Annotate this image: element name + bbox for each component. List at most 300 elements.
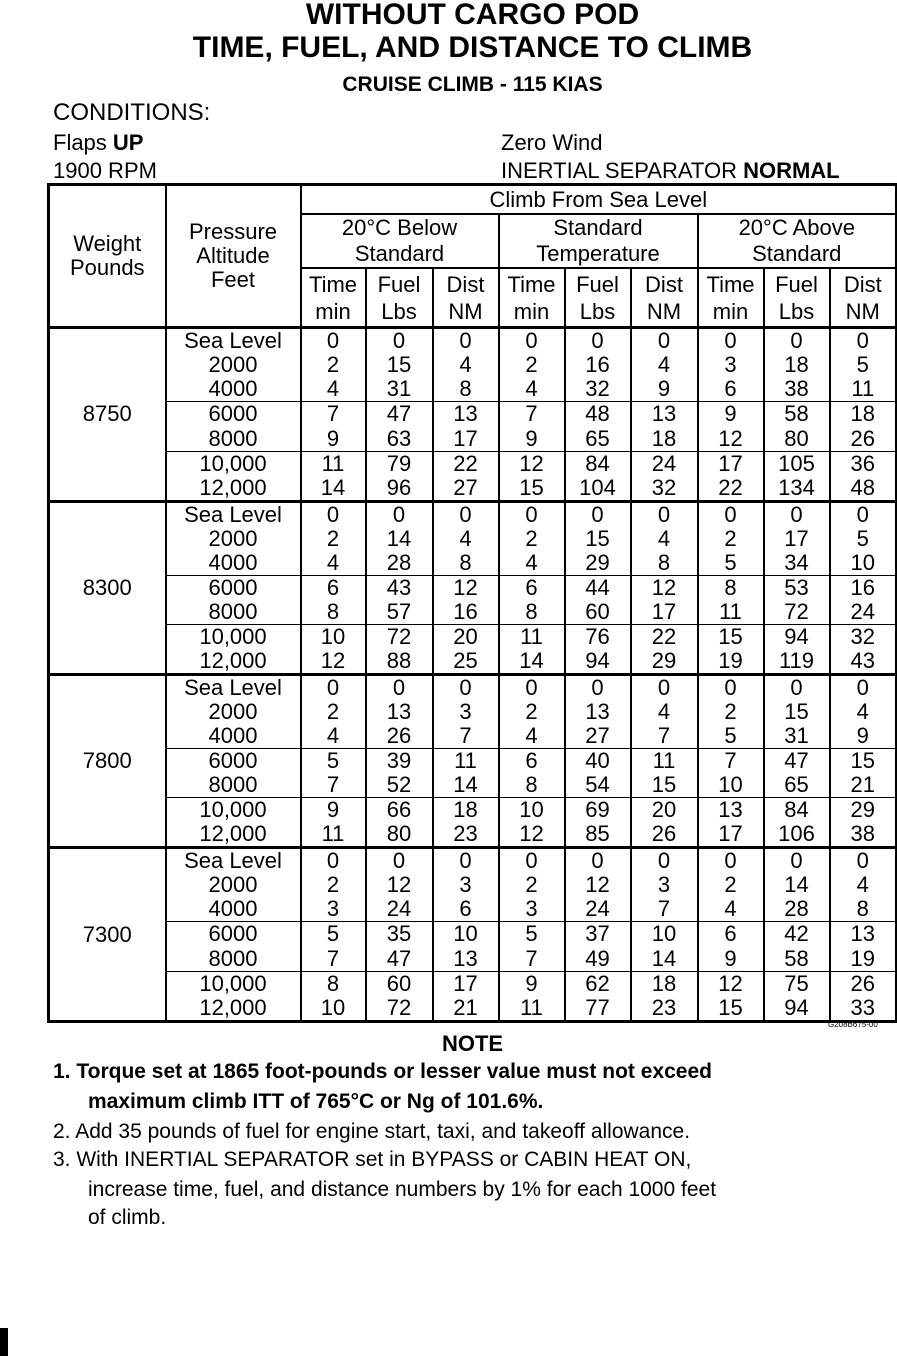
value-cell: 5 bbox=[301, 749, 366, 774]
value-cell: 26 bbox=[830, 971, 897, 996]
value-cell: 0 bbox=[433, 328, 499, 354]
value-cell: 2 bbox=[499, 353, 565, 377]
value-cell: 4 bbox=[499, 724, 565, 749]
value-cell: 9 bbox=[301, 798, 366, 823]
value-cell: 0 bbox=[764, 674, 830, 700]
altitude-cell: 12,000 bbox=[166, 476, 301, 502]
value-cell: 31 bbox=[366, 377, 433, 402]
table-row bbox=[49, 451, 897, 476]
value-cell: 28 bbox=[366, 551, 433, 576]
value-cell: 40 bbox=[565, 749, 631, 774]
altitude-cell: 8000 bbox=[166, 773, 301, 798]
value-cell: 0 bbox=[830, 328, 897, 354]
value-cell: 69 bbox=[565, 798, 631, 823]
sub-header-fuel-2: Fuel Lbs bbox=[764, 268, 830, 328]
value-cell: 2 bbox=[698, 700, 764, 724]
altitude-cell: 2000 bbox=[166, 700, 301, 724]
value-cell: 18 bbox=[631, 971, 698, 996]
value-cell: 5 bbox=[499, 922, 565, 947]
altitude-cell: 4000 bbox=[166, 551, 301, 576]
value-cell: 79 bbox=[366, 451, 433, 476]
value-cell: 66 bbox=[366, 798, 433, 823]
altitude-cell: Sea Level bbox=[166, 328, 301, 354]
value-cell: 47 bbox=[764, 749, 830, 774]
value-cell: 0 bbox=[631, 848, 698, 874]
value-cell: 19 bbox=[698, 649, 764, 675]
table-row bbox=[49, 798, 897, 823]
value-cell: 15 bbox=[698, 624, 764, 649]
title-line-2: TIME, FUEL, AND DISTANCE TO CLIMB bbox=[192, 31, 753, 64]
value-cell: 4 bbox=[631, 353, 698, 377]
value-cell: 25 bbox=[433, 649, 499, 675]
value-cell: 7 bbox=[301, 773, 366, 798]
value-cell: 17 bbox=[764, 527, 830, 551]
value-cell: 12 bbox=[366, 873, 433, 897]
value-cell: 84 bbox=[565, 451, 631, 476]
condition-rpm: 1900 RPM bbox=[53, 158, 157, 183]
value-cell: 94 bbox=[764, 624, 830, 649]
value-cell: 80 bbox=[366, 822, 433, 848]
value-cell: 58 bbox=[764, 947, 830, 972]
value-cell: 6 bbox=[433, 897, 499, 922]
value-cell: 0 bbox=[698, 674, 764, 700]
weight-cell: 7300 bbox=[49, 848, 166, 1022]
value-cell: 3 bbox=[698, 353, 764, 377]
value-cell: 6 bbox=[499, 575, 565, 600]
table-row bbox=[49, 773, 897, 798]
value-cell: 10 bbox=[830, 551, 897, 576]
weight-header: Weight Pounds bbox=[49, 185, 166, 328]
value-cell: 18 bbox=[764, 353, 830, 377]
table-row bbox=[49, 873, 897, 897]
value-cell: 60 bbox=[366, 971, 433, 996]
flaps-label: Flaps bbox=[53, 130, 113, 155]
note-3-line-3: of climb. bbox=[88, 1206, 167, 1229]
value-cell: 17 bbox=[698, 822, 764, 848]
value-cell: 4 bbox=[433, 527, 499, 551]
altitude-cell: 12,000 bbox=[166, 649, 301, 675]
value-cell: 12 bbox=[499, 822, 565, 848]
note-2: 2. Add 35 pounds of fuel for engine start, taxi, and takeoff allowance. bbox=[53, 1120, 691, 1143]
table-row bbox=[49, 947, 897, 972]
value-cell: 14 bbox=[764, 873, 830, 897]
value-cell: 76 bbox=[565, 624, 631, 649]
value-cell: 14 bbox=[366, 527, 433, 551]
value-cell: 29 bbox=[565, 551, 631, 576]
altitude-cell: 12,000 bbox=[166, 822, 301, 848]
value-cell: 54 bbox=[565, 773, 631, 798]
table-row bbox=[49, 700, 897, 724]
altitude-cell: 10,000 bbox=[166, 798, 301, 823]
value-cell: 32 bbox=[830, 624, 897, 649]
value-cell: 15 bbox=[366, 353, 433, 377]
table-row bbox=[49, 822, 897, 848]
value-cell: 106 bbox=[764, 822, 830, 848]
value-cell: 27 bbox=[565, 724, 631, 749]
value-cell: 32 bbox=[631, 476, 698, 502]
value-cell: 3 bbox=[433, 700, 499, 724]
value-cell: 13 bbox=[433, 402, 499, 427]
value-cell: 34 bbox=[764, 551, 830, 576]
value-cell: 0 bbox=[366, 328, 433, 354]
value-cell: 4 bbox=[631, 527, 698, 551]
sub-header-time-0: Time min bbox=[301, 268, 366, 328]
value-cell: 17 bbox=[433, 427, 499, 452]
value-cell: 9 bbox=[301, 427, 366, 452]
altitude-cell: 12,000 bbox=[166, 996, 301, 1022]
value-cell: 10 bbox=[301, 624, 366, 649]
altitude-cell: 8000 bbox=[166, 947, 301, 972]
value-cell: 12 bbox=[433, 575, 499, 600]
sub-header-dist-2: Dist NM bbox=[830, 268, 897, 328]
condition-wind: Zero Wind bbox=[501, 130, 603, 155]
value-cell: 3 bbox=[301, 897, 366, 922]
value-cell: 7 bbox=[301, 947, 366, 972]
climb-table bbox=[47, 183, 897, 1023]
altitude-cell: 10,000 bbox=[166, 971, 301, 996]
value-cell: 49 bbox=[565, 947, 631, 972]
value-cell: 94 bbox=[565, 649, 631, 675]
separator-label: INERTIAL SEPARATOR bbox=[501, 158, 744, 183]
value-cell: 43 bbox=[830, 649, 897, 675]
value-cell: 4 bbox=[830, 873, 897, 897]
table-row bbox=[49, 402, 897, 427]
value-cell: 10 bbox=[499, 798, 565, 823]
value-cell: 15 bbox=[565, 527, 631, 551]
altitude-cell: 6000 bbox=[166, 575, 301, 600]
value-cell: 18 bbox=[433, 798, 499, 823]
value-cell: 4 bbox=[499, 551, 565, 576]
table-row bbox=[49, 749, 897, 774]
value-cell: 24 bbox=[565, 897, 631, 922]
value-cell: 38 bbox=[764, 377, 830, 402]
value-cell: 31 bbox=[764, 724, 830, 749]
sub-header-dist-0: Dist NM bbox=[433, 268, 499, 328]
altitude-cell: 4000 bbox=[166, 377, 301, 402]
value-cell: 0 bbox=[433, 501, 499, 527]
value-cell: 65 bbox=[565, 427, 631, 452]
value-cell: 0 bbox=[565, 501, 631, 527]
value-cell: 21 bbox=[830, 773, 897, 798]
value-cell: 3 bbox=[631, 873, 698, 897]
value-cell: 4 bbox=[631, 700, 698, 724]
value-cell: 8 bbox=[698, 575, 764, 600]
value-cell: 16 bbox=[830, 575, 897, 600]
value-cell: 7 bbox=[499, 402, 565, 427]
altitude-cell: 10,000 bbox=[166, 451, 301, 476]
value-cell: 105 bbox=[764, 451, 830, 476]
value-cell: 8 bbox=[433, 377, 499, 402]
sub-header-fuel-0: Fuel Lbs bbox=[366, 268, 433, 328]
altitude-cell: 4000 bbox=[166, 897, 301, 922]
value-cell: 19 bbox=[830, 947, 897, 972]
value-cell: 17 bbox=[631, 600, 698, 625]
value-cell: 15 bbox=[631, 773, 698, 798]
subtitle: CRUISE CLIMB - 115 KIAS bbox=[342, 73, 603, 96]
sub-header-time-1: Time min bbox=[499, 268, 565, 328]
value-cell: 0 bbox=[433, 674, 499, 700]
value-cell: 0 bbox=[764, 848, 830, 874]
value-cell: 8 bbox=[301, 600, 366, 625]
value-cell: 57 bbox=[366, 600, 433, 625]
value-cell: 38 bbox=[830, 822, 897, 848]
value-cell: 13 bbox=[433, 947, 499, 972]
page-edge-marker bbox=[0, 1328, 8, 1356]
value-cell: 9 bbox=[499, 427, 565, 452]
altitude-cell: 6000 bbox=[166, 749, 301, 774]
value-cell: 20 bbox=[433, 624, 499, 649]
value-cell: 12 bbox=[698, 971, 764, 996]
table-row bbox=[49, 476, 897, 502]
value-cell: 12 bbox=[698, 427, 764, 452]
value-cell: 7 bbox=[631, 897, 698, 922]
value-cell: 11 bbox=[433, 749, 499, 774]
value-cell: 75 bbox=[764, 971, 830, 996]
value-cell: 77 bbox=[565, 996, 631, 1022]
sub-header-time-2: Time min bbox=[698, 268, 764, 328]
value-cell: 15 bbox=[764, 700, 830, 724]
value-cell: 29 bbox=[830, 798, 897, 823]
value-cell: 43 bbox=[366, 575, 433, 600]
altitude-cell: 2000 bbox=[166, 353, 301, 377]
condition-flaps bbox=[53, 130, 143, 156]
value-cell: 48 bbox=[565, 402, 631, 427]
value-cell: 24 bbox=[631, 451, 698, 476]
value-cell: 2 bbox=[499, 700, 565, 724]
value-cell: 3 bbox=[499, 897, 565, 922]
value-cell: 20 bbox=[631, 798, 698, 823]
value-cell: 7 bbox=[499, 947, 565, 972]
value-cell: 26 bbox=[631, 822, 698, 848]
value-cell: 13 bbox=[366, 700, 433, 724]
value-cell: 11 bbox=[698, 600, 764, 625]
value-cell: 12 bbox=[301, 649, 366, 675]
value-cell: 14 bbox=[499, 649, 565, 675]
value-cell: 104 bbox=[565, 476, 631, 502]
value-cell: 12 bbox=[499, 451, 565, 476]
condition-separator bbox=[501, 158, 840, 184]
value-cell: 24 bbox=[830, 600, 897, 625]
value-cell: 11 bbox=[301, 822, 366, 848]
value-cell: 4 bbox=[499, 377, 565, 402]
sub-header-dist-1: Dist NM bbox=[631, 268, 698, 328]
value-cell: 60 bbox=[565, 600, 631, 625]
value-cell: 0 bbox=[565, 328, 631, 354]
note-heading: NOTE bbox=[441, 1031, 504, 1056]
weight-cell: 7800 bbox=[49, 674, 166, 847]
value-cell: 18 bbox=[631, 427, 698, 452]
value-cell: 85 bbox=[565, 822, 631, 848]
separator-value: NORMAL bbox=[743, 158, 840, 183]
value-cell: 4 bbox=[301, 724, 366, 749]
value-cell: 7 bbox=[631, 724, 698, 749]
value-cell: 4 bbox=[301, 551, 366, 576]
value-cell: 0 bbox=[499, 328, 565, 354]
value-cell: 29 bbox=[631, 649, 698, 675]
value-cell: 6 bbox=[698, 377, 764, 402]
note-1-line-1: 1. Torque set at 1865 foot-pounds or lesser value must not exceed bbox=[53, 1060, 712, 1083]
value-cell: 5 bbox=[698, 551, 764, 576]
value-cell: 134 bbox=[764, 476, 830, 502]
table-row bbox=[49, 624, 897, 649]
value-cell: 27 bbox=[433, 476, 499, 502]
table-row bbox=[49, 328, 897, 354]
value-cell: 0 bbox=[830, 674, 897, 700]
table-row bbox=[49, 724, 897, 749]
value-cell: 0 bbox=[631, 674, 698, 700]
value-cell: 0 bbox=[631, 328, 698, 354]
value-cell: 6 bbox=[698, 922, 764, 947]
value-cell: 7 bbox=[698, 749, 764, 774]
value-cell: 17 bbox=[698, 451, 764, 476]
table-row bbox=[49, 600, 897, 625]
value-cell: 2 bbox=[698, 873, 764, 897]
value-cell: 0 bbox=[830, 848, 897, 874]
value-cell: 0 bbox=[366, 501, 433, 527]
value-cell: 39 bbox=[366, 749, 433, 774]
value-cell: 53 bbox=[764, 575, 830, 600]
altitude-cell: 8000 bbox=[166, 427, 301, 452]
value-cell: 7 bbox=[301, 402, 366, 427]
value-cell: 2 bbox=[698, 527, 764, 551]
value-cell: 2 bbox=[301, 873, 366, 897]
value-cell: 8 bbox=[499, 600, 565, 625]
table-row bbox=[49, 971, 897, 996]
altitude-header: Pressure Altitude Feet bbox=[166, 185, 301, 328]
value-cell: 13 bbox=[565, 700, 631, 724]
table-row bbox=[49, 996, 897, 1022]
altitude-cell: 2000 bbox=[166, 527, 301, 551]
value-cell: 80 bbox=[764, 427, 830, 452]
climb-header: Climb From Sea Level bbox=[301, 185, 897, 215]
value-cell: 16 bbox=[565, 353, 631, 377]
value-cell: 6 bbox=[499, 749, 565, 774]
table-row bbox=[49, 527, 897, 551]
note-3-line-2: increase time, fuel, and distance numbers by 1% for each 1000 feet bbox=[88, 1178, 717, 1201]
weight-cell: 8750 bbox=[49, 328, 166, 501]
value-cell: 9 bbox=[631, 377, 698, 402]
value-cell: 23 bbox=[433, 822, 499, 848]
value-cell: 13 bbox=[631, 402, 698, 427]
value-cell: 4 bbox=[301, 377, 366, 402]
value-cell: 0 bbox=[366, 674, 433, 700]
altitude-cell: 8000 bbox=[166, 600, 301, 625]
value-cell: 44 bbox=[565, 575, 631, 600]
value-cell: 22 bbox=[631, 624, 698, 649]
value-cell: 119 bbox=[764, 649, 830, 675]
value-cell: 84 bbox=[764, 798, 830, 823]
value-cell: 63 bbox=[366, 427, 433, 452]
value-cell: 15 bbox=[499, 476, 565, 502]
value-cell: 26 bbox=[366, 724, 433, 749]
value-cell: 0 bbox=[698, 848, 764, 874]
value-cell: 15 bbox=[698, 996, 764, 1022]
value-cell: 26 bbox=[830, 427, 897, 452]
value-cell: 16 bbox=[433, 600, 499, 625]
table-row bbox=[49, 377, 897, 402]
value-cell: 24 bbox=[366, 897, 433, 922]
value-cell: 8 bbox=[631, 551, 698, 576]
value-cell: 8 bbox=[433, 551, 499, 576]
value-cell: 11 bbox=[499, 996, 565, 1022]
value-cell: 8 bbox=[301, 971, 366, 996]
value-cell: 36 bbox=[830, 451, 897, 476]
value-cell: 0 bbox=[301, 674, 366, 700]
value-cell: 17 bbox=[433, 971, 499, 996]
value-cell: 0 bbox=[301, 328, 366, 354]
value-cell: 0 bbox=[631, 501, 698, 527]
table-row bbox=[49, 674, 897, 700]
value-cell: 21 bbox=[433, 996, 499, 1022]
value-cell: 65 bbox=[764, 773, 830, 798]
altitude-cell: 10,000 bbox=[166, 624, 301, 649]
note-1-line-2: maximum climb ITT of 765°C or Ng of 101.6%. bbox=[88, 1090, 544, 1113]
altitude-cell: Sea Level bbox=[166, 501, 301, 527]
value-cell: 5 bbox=[301, 922, 366, 947]
value-cell: 4 bbox=[830, 700, 897, 724]
value-cell: 0 bbox=[698, 328, 764, 354]
value-cell: 52 bbox=[366, 773, 433, 798]
value-cell: 22 bbox=[433, 451, 499, 476]
flaps-value: UP bbox=[112, 130, 144, 155]
temp-group-above: 20°C Above Standard bbox=[698, 214, 897, 268]
table-row bbox=[49, 897, 897, 922]
value-cell: 35 bbox=[366, 922, 433, 947]
value-cell: 72 bbox=[366, 624, 433, 649]
table-row bbox=[49, 427, 897, 452]
value-cell: 0 bbox=[301, 501, 366, 527]
value-cell: 14 bbox=[433, 773, 499, 798]
value-cell: 11 bbox=[830, 377, 897, 402]
value-cell: 0 bbox=[433, 848, 499, 874]
value-cell: 0 bbox=[499, 674, 565, 700]
table-row bbox=[49, 649, 897, 675]
value-cell: 5 bbox=[698, 724, 764, 749]
value-cell: 0 bbox=[830, 501, 897, 527]
value-cell: 72 bbox=[764, 600, 830, 625]
value-cell: 9 bbox=[830, 724, 897, 749]
value-cell: 47 bbox=[366, 402, 433, 427]
value-cell: 72 bbox=[366, 996, 433, 1022]
value-cell: 0 bbox=[499, 848, 565, 874]
value-cell: 12 bbox=[631, 575, 698, 600]
title-line-1: WITHOUT CARGO POD bbox=[305, 0, 640, 31]
value-cell: 6 bbox=[301, 575, 366, 600]
value-cell: 0 bbox=[698, 501, 764, 527]
value-cell: 5 bbox=[830, 527, 897, 551]
altitude-cell: Sea Level bbox=[166, 848, 301, 874]
value-cell: 13 bbox=[698, 798, 764, 823]
value-cell: 88 bbox=[366, 649, 433, 675]
value-cell: 8 bbox=[499, 773, 565, 798]
value-cell: 10 bbox=[698, 773, 764, 798]
value-cell: 2 bbox=[499, 873, 565, 897]
value-cell: 11 bbox=[631, 749, 698, 774]
value-cell: 48 bbox=[830, 476, 897, 502]
table-row bbox=[49, 551, 897, 576]
temp-group-below: 20°C Below Standard bbox=[301, 214, 499, 268]
value-cell: 0 bbox=[366, 848, 433, 874]
value-cell: 32 bbox=[565, 377, 631, 402]
value-cell: 2 bbox=[301, 353, 366, 377]
value-cell: 0 bbox=[565, 674, 631, 700]
value-cell: 14 bbox=[301, 476, 366, 502]
value-cell: 2 bbox=[499, 527, 565, 551]
figure-code: G208B675-00 bbox=[828, 1020, 878, 1029]
value-cell: 5 bbox=[830, 353, 897, 377]
sub-header-fuel-1: Fuel Lbs bbox=[565, 268, 631, 328]
conditions-heading: CONDITIONS: bbox=[53, 99, 211, 126]
